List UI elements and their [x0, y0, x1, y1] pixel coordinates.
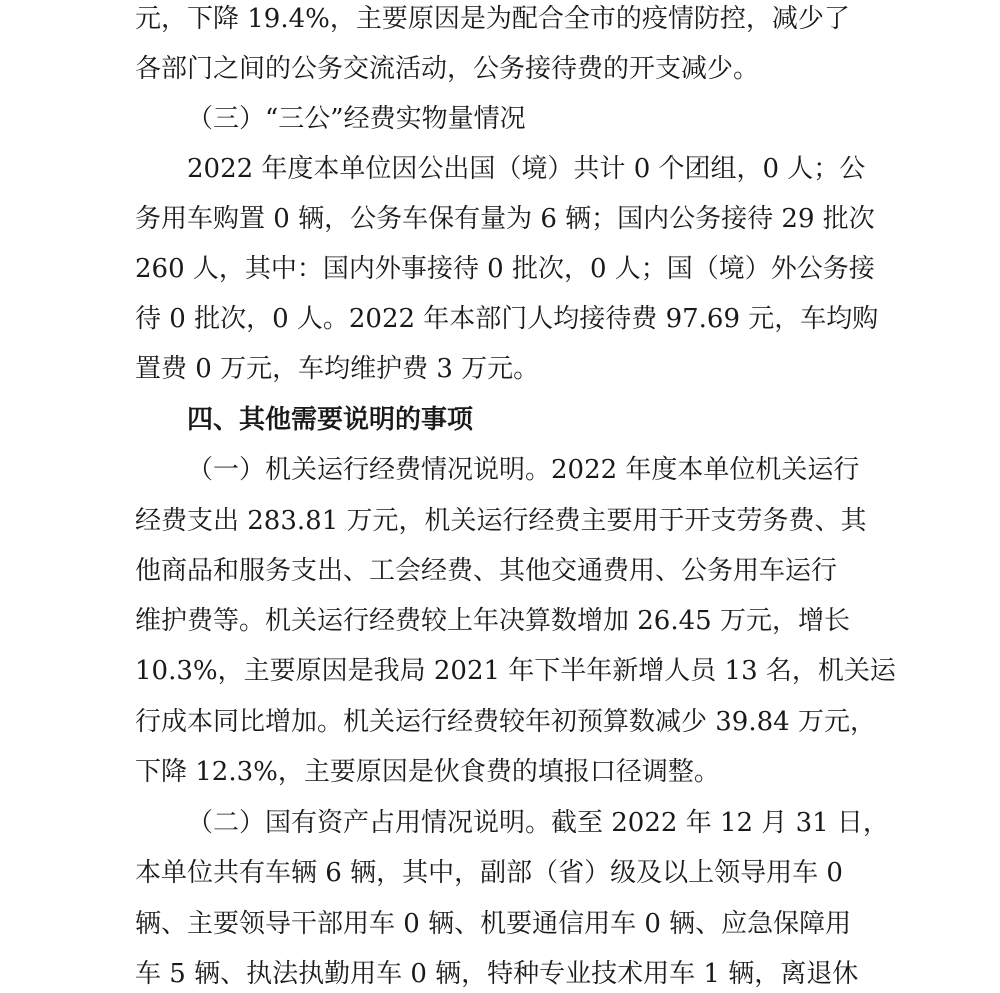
section-subheading-3: （三）“三公”经费实物量情况	[187, 104, 526, 134]
text-line: 各部门之间的公务交流活动，公务接待费的开支减少。	[135, 54, 760, 84]
text-line: 务用车购置 0 辆，公务车保有量为 6 辆；国内公务接待 29 批次	[135, 204, 875, 234]
text-line: 待 0 批次，0 人。2022 年本部门人均接待费 97.69 元，车均购	[135, 304, 879, 334]
text-line: 本单位共有车辆 6 辆，其中，副部（省）级及以上领导用车 0	[135, 858, 843, 888]
text-line: 行成本同比增加。机关运行经费较年初预算数减少 39.84 万元，	[135, 707, 876, 737]
text-line: 维护费等。机关运行经费较上年决算数增加 26.45 万元，增长	[135, 606, 850, 636]
text-line: （一）机关运行经费情况说明。2022 年度本单位机关运行	[187, 455, 860, 485]
text-line: （二）国有资产占用情况说明。截至 2022 年 12 月 31 日，	[187, 808, 889, 838]
text-line: 260 人，其中：国内外事接待 0 批次，0 人；国（境）外公务接	[135, 254, 875, 284]
text-line: 10.3%，主要原因是我局 2021 年下半年新增人员 13 名，机关运	[135, 656, 896, 686]
text-line: 2022 年度本单位因公出国（境）共计 0 个团组，0 人；公	[187, 154, 866, 184]
text-line: 经费支出 283.81 万元，机关运行经费主要用于开支劳务费、其	[135, 506, 867, 536]
text-line: 元，下降 19.4%，主要原因是为配合全市的疫情防控，减少了	[135, 4, 850, 34]
section-heading-4: 四、其他需要说明的事项	[187, 405, 474, 435]
text-line: 车 5 辆、执法执勤用车 0 辆，特种专业技术用车 1 辆，离退休	[135, 959, 859, 989]
text-line: 他商品和服务支出、工会经费、其他交通费用、公务用车运行	[135, 556, 838, 586]
text-line: 置费 0 万元，车均维护费 3 万元。	[135, 354, 540, 384]
text-line: 辆、主要领导干部用车 0 辆、机要通信用车 0 辆、应急保障用	[135, 909, 852, 939]
text-line: 下降 12.3%，主要原因是伙食费的填报口径调整。	[135, 757, 720, 787]
